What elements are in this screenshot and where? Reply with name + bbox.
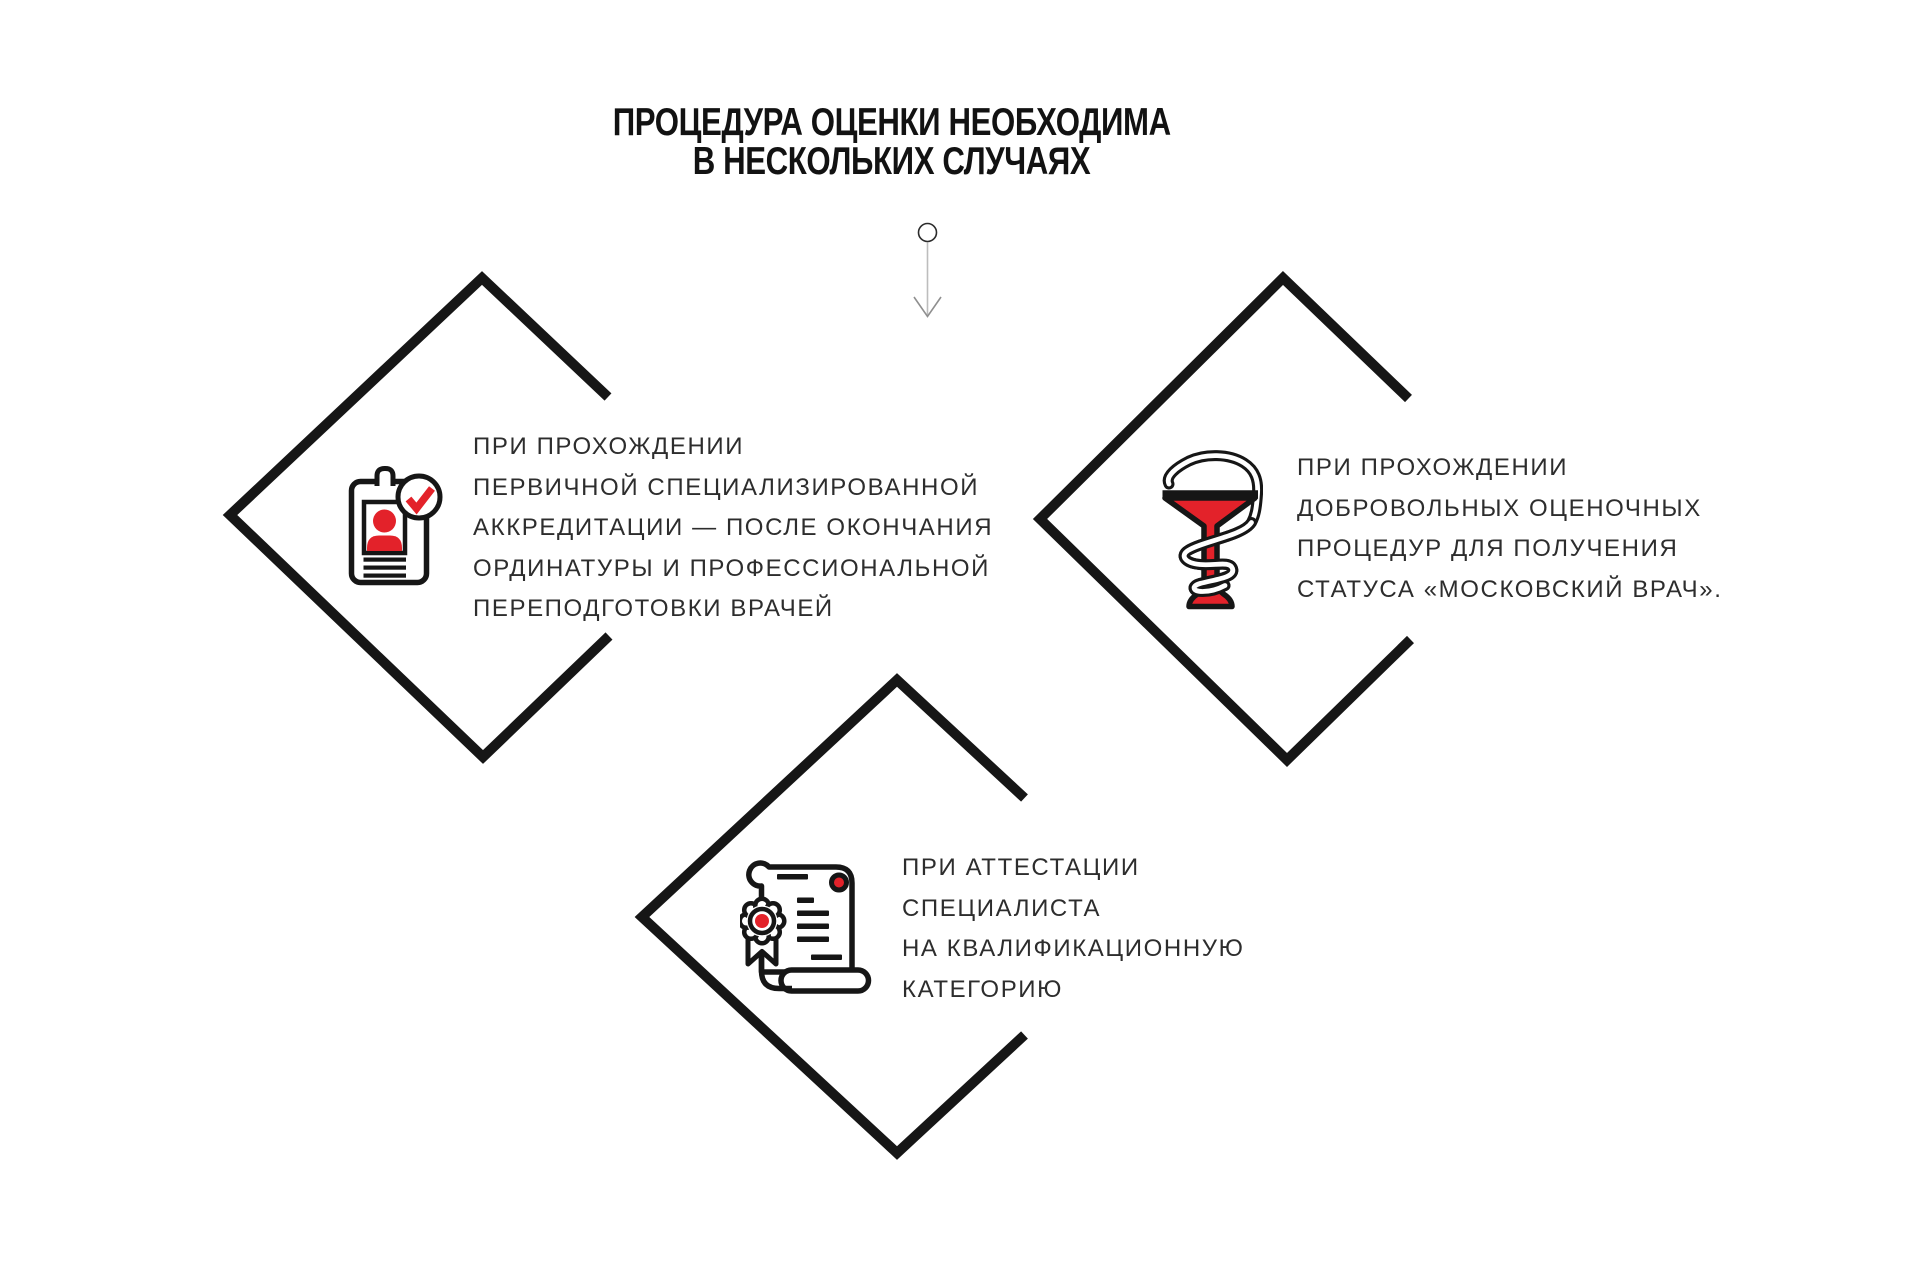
text-line: ПЕРЕПОДГОТОВКИ ВРАЧЕЙ: [473, 595, 834, 622]
page-title-line-1: ПРОЦЕДУРА ОЦЕНКИ НЕОБХОДИМА: [612, 101, 1171, 144]
text-line: ДОБРОВОЛЬНЫХ ОЦЕНОЧНЫХ: [1297, 494, 1702, 522]
page-title: [0, 103, 1784, 181]
certificate-scroll-icon: [740, 860, 872, 996]
bowl-of-hygieia-icon: [1155, 448, 1263, 613]
card-attestation-text: [902, 848, 1244, 1010]
text-line: ПРОЦЕДУР ДЛЯ ПОЛУЧЕНИЯ: [1297, 535, 1679, 562]
id-badge-check-icon: [348, 464, 448, 586]
text-line: ПРИ ПРОХОЖДЕНИИ: [473, 433, 745, 460]
text-line: СТАТУСА «МОСКОВСКИЙ ВРАЧ».: [1297, 575, 1723, 603]
text-line: АККРЕДИТАЦИИ — ПОСЛЕ ОКОНЧАНИЯ: [473, 514, 994, 541]
text-line: ПРИ АТТЕСТАЦИИ: [902, 854, 1140, 881]
text-line: СПЕЦИАЛИСТА: [902, 894, 1102, 922]
down-arrow-icon: [905, 220, 950, 322]
text-line: ПРИ ПРОХОЖДЕНИИ: [1297, 454, 1569, 481]
text-line: НА КВАЛИФИКАЦИОННУЮ: [902, 935, 1245, 962]
card-primary-accreditation-text: [473, 427, 993, 630]
arrow-circle: [919, 224, 937, 242]
card-moscow-doctor-text: [1297, 448, 1722, 610]
text-line: ПЕРВИЧНОЙ СПЕЦИАЛИЗИРОВАННОЙ: [473, 473, 980, 501]
text-line: КАТЕГОРИЮ: [902, 975, 1064, 1003]
text-line: ОРДИНАТУРЫ И ПРОФЕССИОНАЛЬНОЙ: [473, 554, 991, 582]
page-title-line-2: В НЕСКОЛЬКИХ СЛУЧАЯХ: [693, 140, 1091, 183]
